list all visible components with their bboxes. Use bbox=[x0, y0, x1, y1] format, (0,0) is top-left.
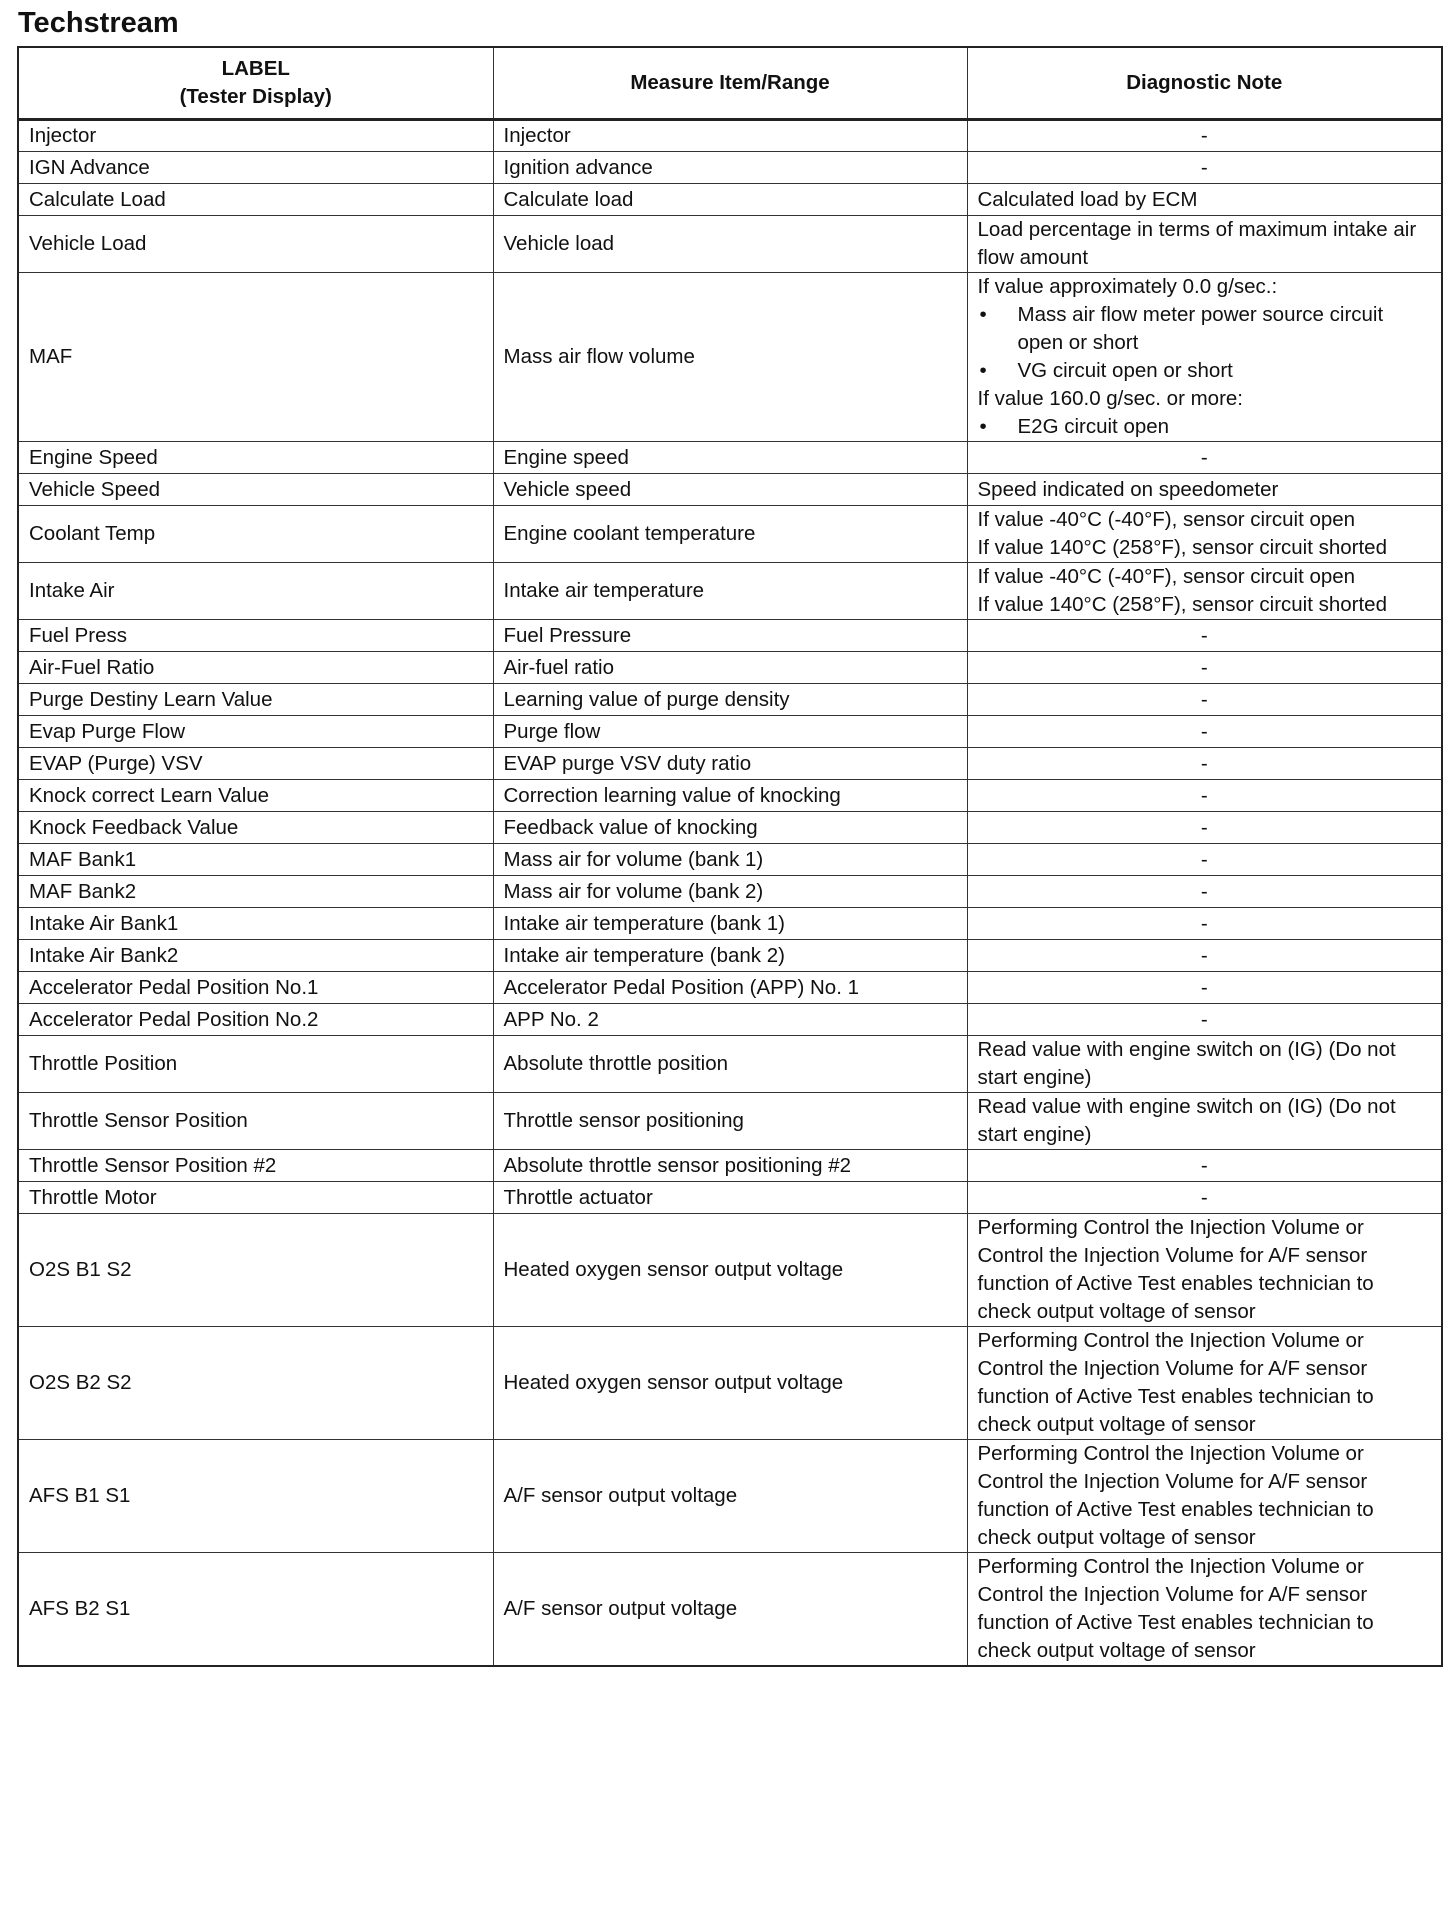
table-row bbox=[18, 652, 1442, 684]
cell-measure: Learning value of purge density bbox=[493, 684, 967, 716]
table-row bbox=[18, 1036, 1442, 1093]
cell-label: Throttle Sensor Position bbox=[18, 1093, 493, 1150]
cell-label: Throttle Motor bbox=[18, 1182, 493, 1214]
cell-label: Intake Air bbox=[18, 563, 493, 620]
cell-label: O2S B1 S2 bbox=[18, 1214, 493, 1327]
table-row bbox=[18, 184, 1442, 216]
table-row bbox=[18, 1327, 1442, 1440]
table-row bbox=[18, 442, 1442, 474]
cell-measure: Air-fuel ratio bbox=[493, 652, 967, 684]
cell-measure: EVAP purge VSV duty ratio bbox=[493, 748, 967, 780]
table-row bbox=[18, 908, 1442, 940]
table-row bbox=[18, 1553, 1442, 1667]
cell-measure: Intake air temperature bbox=[493, 563, 967, 620]
cell-note: - bbox=[967, 908, 1442, 940]
table-row bbox=[18, 474, 1442, 506]
table-row bbox=[18, 940, 1442, 972]
note-line: If value 140°C (258°F), sensor circuit shorted bbox=[977, 536, 1387, 559]
cell-note: Read value with engine switch on (IG) (Do not start engine) bbox=[967, 1093, 1442, 1150]
cell-label: Vehicle Speed bbox=[18, 474, 493, 506]
column-header-note: Diagnostic Note bbox=[967, 47, 1442, 120]
cell-note: - bbox=[967, 972, 1442, 1004]
cell-measure: Ignition advance bbox=[493, 152, 967, 184]
table-header-row bbox=[18, 47, 1442, 120]
table-row bbox=[18, 812, 1442, 844]
list-item: • E2G circuit open bbox=[978, 413, 1432, 441]
table-row bbox=[18, 972, 1442, 1004]
cell-measure: Throttle actuator bbox=[493, 1182, 967, 1214]
cell-note: - bbox=[967, 620, 1442, 652]
cell-measure: Mass air for volume (bank 1) bbox=[493, 844, 967, 876]
note-line: If value -40°C (-40°F), sensor circuit open bbox=[977, 508, 1356, 531]
maf-note-list-1 bbox=[978, 301, 1432, 385]
table-row bbox=[18, 506, 1442, 563]
column-header-measure: Measure Item/Range bbox=[493, 47, 967, 120]
cell-note: - bbox=[967, 812, 1442, 844]
cell-label: Throttle Sensor Position #2 bbox=[18, 1150, 493, 1182]
table-row bbox=[18, 1440, 1442, 1553]
cell-label: Intake Air Bank2 bbox=[18, 940, 493, 972]
cell-measure: Purge flow bbox=[493, 716, 967, 748]
cell-note: - bbox=[967, 1182, 1442, 1214]
column-header-label bbox=[18, 47, 493, 120]
cell-note: - bbox=[967, 844, 1442, 876]
cell-label: AFS B2 S1 bbox=[18, 1553, 493, 1667]
cell-measure: Feedback value of knocking bbox=[493, 812, 967, 844]
list-item: • VG circuit open or short bbox=[978, 357, 1432, 385]
table-row bbox=[18, 716, 1442, 748]
cell-measure: Intake air temperature (bank 2) bbox=[493, 940, 967, 972]
cell-note: Load percentage in terms of maximum intake air flow amount bbox=[967, 216, 1442, 273]
maf-note-line2: If value 160.0 g/sec. or more: bbox=[977, 387, 1243, 410]
page-title: Techstream bbox=[18, 7, 179, 39]
cell-measure: A/F sensor output voltage bbox=[493, 1553, 967, 1667]
list-item: • Mass air flow meter power source circuit open or short bbox=[978, 301, 1432, 357]
table-row bbox=[18, 748, 1442, 780]
cell-label: MAF Bank1 bbox=[18, 844, 493, 876]
table-row bbox=[18, 620, 1442, 652]
cell-measure: Heated oxygen sensor output voltage bbox=[493, 1214, 967, 1327]
cell-measure: Injector bbox=[493, 120, 967, 152]
cell-note: - bbox=[967, 1150, 1442, 1182]
table-row bbox=[18, 563, 1442, 620]
maf-note-list-2 bbox=[978, 413, 1432, 441]
cell-note: Calculated load by ECM bbox=[967, 184, 1442, 216]
cell-label: Injector bbox=[18, 120, 493, 152]
cell-measure: Absolute throttle position bbox=[493, 1036, 967, 1093]
cell-measure: Intake air temperature (bank 1) bbox=[493, 908, 967, 940]
cell-measure: Heated oxygen sensor output voltage bbox=[493, 1327, 967, 1440]
cell-label: EVAP (Purge) VSV bbox=[18, 748, 493, 780]
table-row bbox=[18, 1093, 1442, 1150]
cell-note: - bbox=[967, 748, 1442, 780]
cell-note: - bbox=[967, 1004, 1442, 1036]
table-row bbox=[18, 120, 1442, 152]
cell-measure: Engine speed bbox=[493, 442, 967, 474]
cell-measure: Correction learning value of knocking bbox=[493, 780, 967, 812]
table-row bbox=[18, 844, 1442, 876]
cell-note: - bbox=[967, 780, 1442, 812]
cell-label: Calculate Load bbox=[18, 184, 493, 216]
cell-note bbox=[967, 563, 1442, 620]
cell-measure: Accelerator Pedal Position (APP) No. 1 bbox=[493, 972, 967, 1004]
column-header-label-line1: LABEL bbox=[221, 57, 290, 80]
cell-note bbox=[967, 506, 1442, 563]
cell-note: Read value with engine switch on (IG) (Do not start engine) bbox=[967, 1036, 1442, 1093]
cell-note: - bbox=[967, 652, 1442, 684]
cell-measure: Mass air flow volume bbox=[493, 273, 967, 442]
cell-measure: Fuel Pressure bbox=[493, 620, 967, 652]
cell-label: IGN Advance bbox=[18, 152, 493, 184]
cell-label: Engine Speed bbox=[18, 442, 493, 474]
cell-measure: Vehicle load bbox=[493, 216, 967, 273]
cell-measure: Calculate load bbox=[493, 184, 967, 216]
cell-measure: A/F sensor output voltage bbox=[493, 1440, 967, 1553]
table-row bbox=[18, 1214, 1442, 1327]
cell-measure: Engine coolant temperature bbox=[493, 506, 967, 563]
cell-label: Evap Purge Flow bbox=[18, 716, 493, 748]
cell-note: - bbox=[967, 152, 1442, 184]
table-row bbox=[18, 780, 1442, 812]
table-row bbox=[18, 273, 1442, 442]
table-row bbox=[18, 1004, 1442, 1036]
cell-note: - bbox=[967, 120, 1442, 152]
cell-note: - bbox=[967, 442, 1442, 474]
cell-label: Knock correct Learn Value bbox=[18, 780, 493, 812]
cell-note: Performing Control the Injection Volume or Control the Injection Volume for A/F sensor function of Active Test enables technician to check output voltage of sensor bbox=[967, 1214, 1442, 1327]
cell-measure: Absolute throttle sensor positioning #2 bbox=[493, 1150, 967, 1182]
cell-note: - bbox=[967, 876, 1442, 908]
table-row bbox=[18, 876, 1442, 908]
cell-measure: Mass air for volume (bank 2) bbox=[493, 876, 967, 908]
cell-label: Purge Destiny Learn Value bbox=[18, 684, 493, 716]
cell-note: Speed indicated on speedometer bbox=[967, 474, 1442, 506]
cell-label: MAF bbox=[18, 273, 493, 442]
cell-label: Throttle Position bbox=[18, 1036, 493, 1093]
cell-label: Coolant Temp bbox=[18, 506, 493, 563]
cell-note bbox=[967, 273, 1442, 442]
table-row bbox=[18, 152, 1442, 184]
maf-note-line1: If value approximately 0.0 g/sec.: bbox=[977, 275, 1278, 298]
note-line: If value -40°C (-40°F), sensor circuit open bbox=[977, 565, 1356, 588]
cell-note: - bbox=[967, 684, 1442, 716]
column-header-label-line2: (Tester Display) bbox=[179, 85, 332, 108]
cell-note: Performing Control the Injection Volume or Control the Injection Volume for A/F sensor function of Active Test enables technician to check output voltage of sensor bbox=[967, 1327, 1442, 1440]
cell-label: Intake Air Bank1 bbox=[18, 908, 493, 940]
table-row bbox=[18, 684, 1442, 716]
cell-note: Performing Control the Injection Volume or Control the Injection Volume for A/F sensor function of Active Test enables technician to check output voltage of sensor bbox=[967, 1440, 1442, 1553]
cell-label: Accelerator Pedal Position No.2 bbox=[18, 1004, 493, 1036]
cell-label: O2S B2 S2 bbox=[18, 1327, 493, 1440]
cell-label: Fuel Press bbox=[18, 620, 493, 652]
table-row bbox=[18, 216, 1442, 273]
cell-measure: APP No. 2 bbox=[493, 1004, 967, 1036]
cell-label: Vehicle Load bbox=[18, 216, 493, 273]
cell-note: - bbox=[967, 716, 1442, 748]
cell-label: AFS B1 S1 bbox=[18, 1440, 493, 1553]
data-list-table bbox=[17, 46, 1443, 1667]
cell-note: Performing Control the Injection Volume or Control the Injection Volume for A/F sensor function of Active Test enables technician to check output voltage of sensor bbox=[967, 1553, 1442, 1667]
cell-label: Knock Feedback Value bbox=[18, 812, 493, 844]
cell-measure: Throttle sensor positioning bbox=[493, 1093, 967, 1150]
table-row bbox=[18, 1150, 1442, 1182]
note-line: If value 140°C (258°F), sensor circuit shorted bbox=[977, 593, 1387, 616]
cell-measure: Vehicle speed bbox=[493, 474, 967, 506]
cell-note: - bbox=[967, 940, 1442, 972]
cell-label: Accelerator Pedal Position No.1 bbox=[18, 972, 493, 1004]
table-row bbox=[18, 1182, 1442, 1214]
cell-label: MAF Bank2 bbox=[18, 876, 493, 908]
cell-label: Air-Fuel Ratio bbox=[18, 652, 493, 684]
